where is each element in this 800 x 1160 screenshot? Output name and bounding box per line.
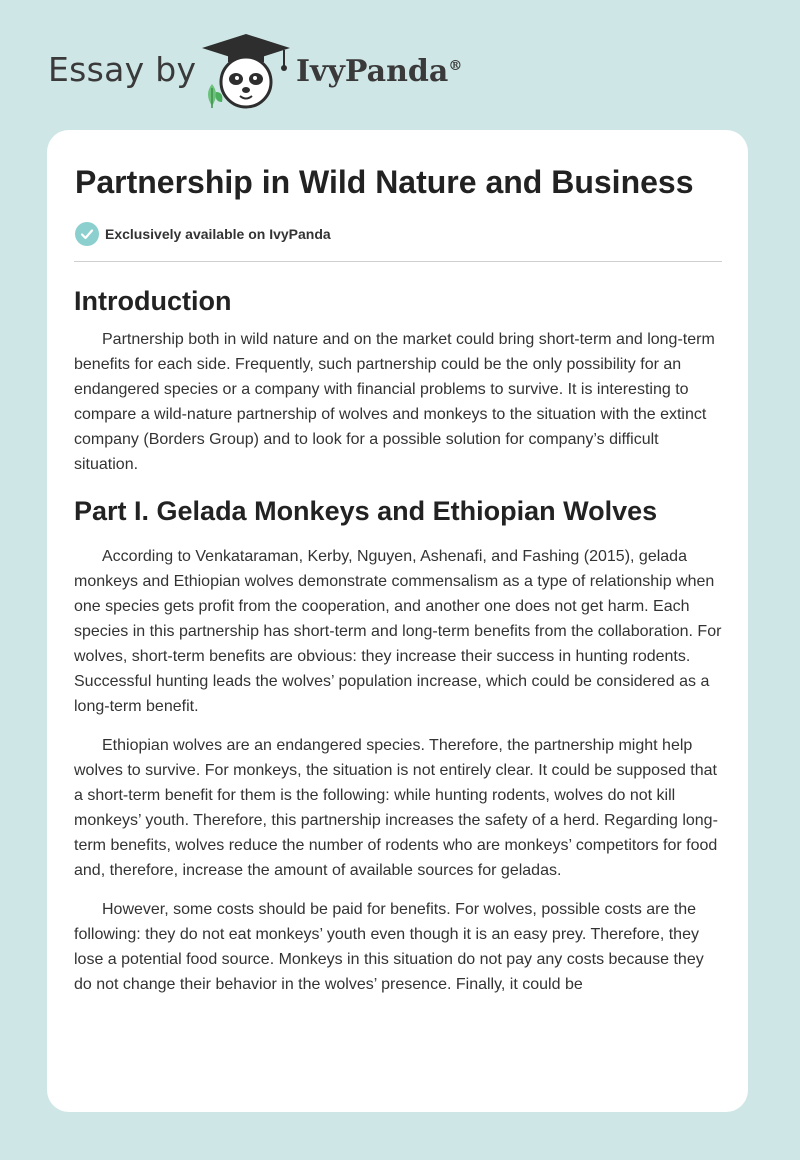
check-icon — [75, 222, 99, 246]
registered-mark: ® — [448, 58, 463, 74]
paragraph: However, some costs should be paid for benefits. For wolves, possible costs are the following: they do not eat monkeys’ youth even though it is an easy prey. Therefore, they lose a potential food source. Monkeys in this situation do not pay any costs because they do not change their behavior in the wolves’ presence. Finally, it could be — [74, 901, 704, 993]
article-body — [74, 282, 724, 1011]
brand-text: IvyPanda — [296, 54, 449, 89]
exclusive-label: Exclusively available on IvyPanda — [105, 226, 331, 242]
section-heading-introduction: Introduction — [74, 286, 232, 316]
brand-name[interactable] — [296, 54, 462, 89]
site-header — [0, 0, 800, 130]
exclusive-badge — [75, 222, 331, 246]
article-card — [47, 130, 748, 1112]
paragraph: According to Venkataraman, Kerby, Nguyen, Ashenafi, and Fashing (2015), gelada monkeys and Ethiopian wolves demonstrate commensalism as a type of relationship when one species gets profit from the cooperation, and another one does not get harm. Each species in this partnership has short-term and long-term benefits from the collaboration. For wolves, short-term benefits are obvious: they increase their success in hunting rodents. Successful hunting leads the wolves’ population increase, which could be considered as a long-term benefit. — [74, 548, 722, 715]
panda-logo-icon[interactable] — [200, 32, 292, 110]
paragraph: Ethiopian wolves are an endangered species. Therefore, the partnership might help wolves to survive. For monkeys, the situation is not entirely clear. It could be supposed that a short-term benefit for them is the following: while hunting rodents, wolves do not kill monkeys’ youth. Therefore, this partnership increases the safety of a herd. Regarding long-term benefits, wolves reduce the number of rodents who are monkeys’ competitors for food and, therefore, increase the amount of available sources for geladas. — [74, 737, 718, 879]
essay-by-label: Essay by — [48, 50, 197, 89]
section-heading-part-1: Part I. Gelada Monkeys and Ethiopian Wolves — [74, 496, 658, 526]
title-divider — [74, 261, 722, 262]
paragraph: Partnership both in wild nature and on the market could bring short-term and long-term benefits for each side. Frequently, such partnership could be the only possibility for an endangered species or a company with financial problems to survive. It is interesting to compare a wild-nature partnership of wolves and monkeys to the situation with the extinct company (Borders Group) and to look for a possible solution for company’s difficult situation. — [74, 331, 715, 473]
article-title: Partnership in Wild Nature and Business — [75, 164, 694, 200]
